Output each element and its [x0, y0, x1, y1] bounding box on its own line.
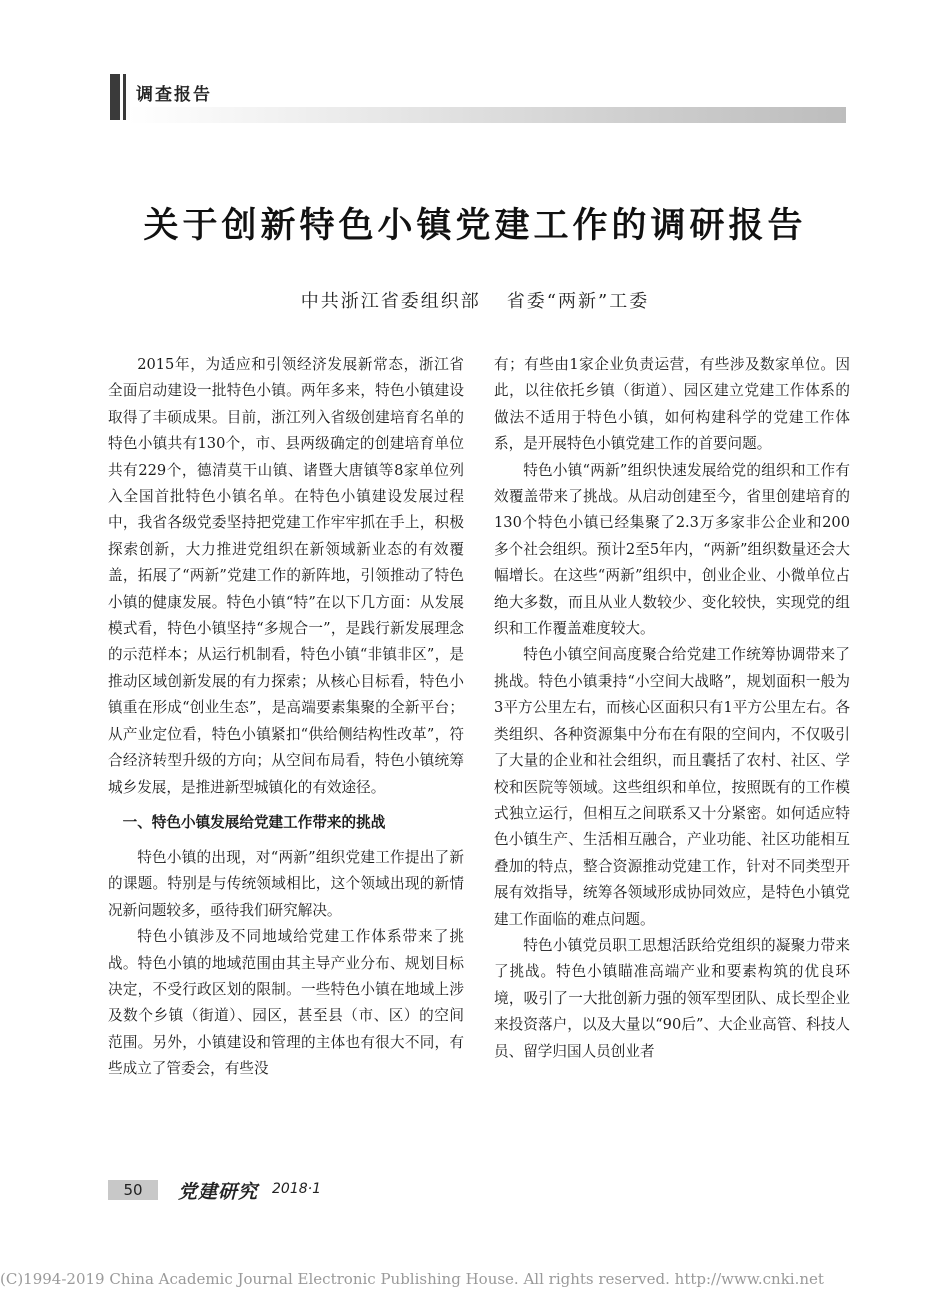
header-marker-thin	[123, 74, 126, 120]
paragraph: 特色小镇党员职工思想活跃给党组织的凝聚力带来了挑战。特色小镇瞄准高端产业和要素构筑的优良环境，吸引了一大批创新力强的领军型团队、成长型企业来投资落户，以及大量以“90后”、大企业高管、科技人员、留学归国人员创业者	[494, 936, 850, 1060]
journal-name: 党建研究	[178, 1181, 259, 1203]
author-2: 省委“两新”工委	[506, 291, 650, 312]
header-marker	[110, 74, 120, 120]
right-column	[494, 352, 850, 1065]
copyright-watermark: (C)1994-2019 China Academic Journal Electronic Publishing House. All rights reserved. http://www.cnki.net	[0, 1270, 824, 1288]
page-number: 50	[108, 1180, 158, 1200]
section-heading: 一、特色小镇发展给党建工作带来的挑战	[122, 813, 386, 831]
paragraph: 2015年，为适应和引领经济发展新常态，浙江省全面启动建设一批特色小镇。两年多来，特色小镇建设取得了丰硕成果。目前，浙江列入省级创建培育名单的特色小镇共有130个，市、县两级确定的创建培育单位共有229个，德清莫干山镇、诸暨大唐镇等8家单位列入全国首批特色小镇名单。在特色小镇建设发展过程中，我省各级党委坚持把党建工作牢牢抓在手上，积极探索创新，大力推进党组织在新领域新业态的有效覆盖，拓展了“两新”党建工作的新阵地，引领推动了特色小镇的健康发展。特色小镇“特”在以下几方面：从发展模式看，特色小镇坚持“多规合一”，是践行新发展理念的示范样本；从运行机制看，特色小镇“非镇非区”，是推动区域创新发展的有力探索；从核心目标看，特色小镇重在形成“创业生态”，是高端要素集聚的全新平台；从产业定位看，特色小镇紧扣“供给侧结构性改革”，符合经济转型升级的方向；从空间布局看，特色小镇统筹城乡发展，是推进新型城镇化的有效途径。	[108, 356, 464, 796]
left-column	[108, 352, 464, 1083]
section-label: 调查报告	[136, 85, 212, 105]
header-gradient-bar	[128, 107, 846, 123]
paragraph: 特色小镇空间高度聚合给党建工作统筹协调带来了挑战。特色小镇秉持“小空间大战略”，规划面积一般为3平方公里左右，而核心区面积只有1平方公里左右。各类组织、各种资源集中分布在有限的空间内，不仅吸引了大量的企业和社会组织，而且囊括了农村、社区、学校和医院等领域。这些组织和单位，按照既有的工作模式独立运行，但相互之间联系又十分紧密。如何适应特色小镇生产、生活相互融合，产业功能、社区功能相互叠加的特点，整合资源推动党建工作，针对不同类型开展有效指导，统筹各领域形成协同效应，是特色小镇党建工作面临的难点问题。	[494, 646, 850, 928]
paragraph: 特色小镇涉及不同地域给党建工作体系带来了挑战。特色小镇的地域范围由其主导产业分布、规划目标决定，不受行政区划的限制。一些特色小镇在地域上涉及数个乡镇（街道）、园区，甚至县（市、区）的空间范围。另外，小镇建设和管理的主体也有很大不同，有些成立了管委会，有些没	[108, 928, 464, 1078]
author-1: 中共浙江省委组织部	[300, 291, 481, 312]
article-authors	[0, 287, 950, 313]
issue-number: 2018·1	[272, 1181, 321, 1197]
paragraph: 特色小镇“两新”组织快速发展给党的组织和工作有效覆盖带来了挑战。从启动创建至今，省里创建培育的130个特色小镇已经集聚了2.3万多家非公企业和200多个社会组织。预计2至5年内，“两新”组织数量还会大幅增长。在这些“两新”组织中，创业企业、小微单位占绝大多数，而且从业人数较少、变化较快，实现党的组织和工作覆盖难度较大。	[494, 461, 850, 638]
paragraph: 有；有些由1家企业负责运营，有些涉及数家单位。因此，以往依托乡镇（街道）、园区建立党建工作体系的做法不适用于特色小镇，如何构建科学的党建工作体系，是开展特色小镇党建工作的首要问题。	[494, 356, 850, 453]
article-title: 关于创新特色小镇党建工作的调研报告	[143, 206, 807, 246]
paragraph: 特色小镇的出现，对“两新”组织党建工作提出了新的课题。特别是与传统领域相比，这个领域出现的新情况新问题较多，亟待我们研究解决。	[108, 848, 464, 919]
